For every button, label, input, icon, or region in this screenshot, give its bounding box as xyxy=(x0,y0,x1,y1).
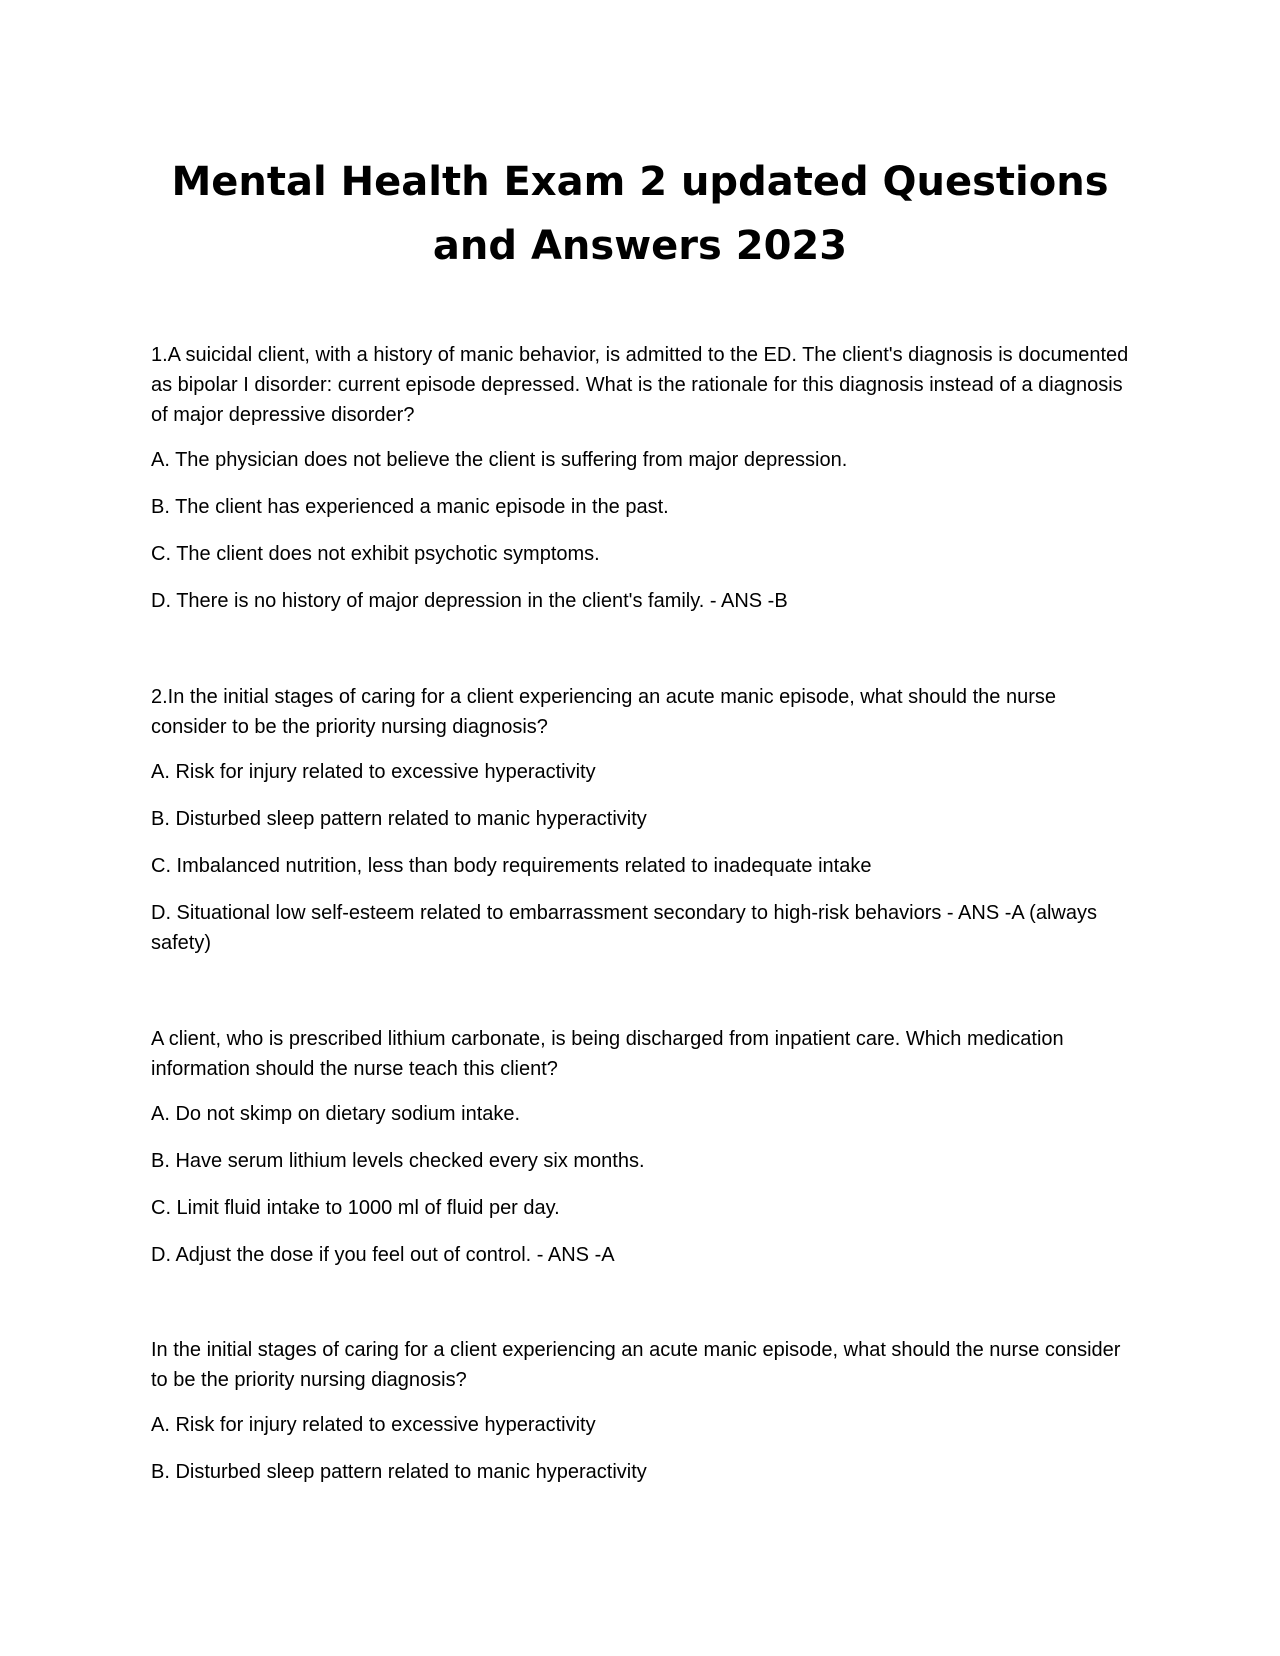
question-text: 2.In the initial stages of caring for a client experiencing an acute manic episode, what should the nurse consider to be the priority nursing diagnosis? xyxy=(151,686,1056,738)
option-d: D. Situational low self-esteem related to embarrassment secondary to high-risk behaviors - ANS -A (always safety) xyxy=(151,902,1097,954)
option-c: C. Imbalanced nutrition, less than body requirements related to inadequate intake xyxy=(151,855,872,877)
question-text: A client, who is prescribed lithium carbonate, is being discharged from inpatient care. Which medication information should the nurse teach this client? xyxy=(151,1028,1064,1080)
title-line-1: Mental Health Exam 2 updated Questions xyxy=(171,159,1109,205)
option-d: D. Adjust the dose if you feel out of control. - ANS -A xyxy=(151,1244,615,1266)
option-b: B. The client has experienced a manic episode in the past. xyxy=(151,496,669,518)
option-a: A. Risk for injury related to excessive hyperactivity xyxy=(151,761,596,783)
question-text: In the initial stages of caring for a client experiencing an acute manic episode, what should the nurse consider to be the priority nursing diagnosis? xyxy=(151,1339,1121,1391)
question-3 xyxy=(151,1024,1131,1287)
question-2 xyxy=(151,682,1131,975)
option-c: C. The client does not exhibit psychotic symptoms. xyxy=(151,543,600,565)
document-title xyxy=(120,150,1160,278)
question-1 xyxy=(151,340,1131,633)
question-4 xyxy=(151,1335,1131,1504)
option-b: B. Disturbed sleep pattern related to manic hyperactivity xyxy=(151,1461,647,1483)
option-d: D. There is no history of major depression in the client's family. - ANS -B xyxy=(151,590,788,612)
option-b: B. Disturbed sleep pattern related to manic hyperactivity xyxy=(151,808,647,830)
option-a: A. The physician does not believe the client is suffering from major depression. xyxy=(151,449,848,471)
title-line-2: and Answers 2023 xyxy=(432,223,848,269)
question-text: 1.A suicidal client, with a history of manic behavior, is admitted to the ED. The client's diagnosis is documented as bipolar I disorder: current episode depressed. What is the rationale for this diagnosis instead of a diagnosis of major depressive disorder? xyxy=(151,344,1129,426)
option-a: A. Do not skimp on dietary sodium intake. xyxy=(151,1103,521,1125)
option-c: C. Limit fluid intake to 1000 ml of fluid per day. xyxy=(151,1197,560,1219)
option-a: A. Risk for injury related to excessive hyperactivity xyxy=(151,1414,596,1436)
option-b: B. Have serum lithium levels checked every six months. xyxy=(151,1150,645,1172)
